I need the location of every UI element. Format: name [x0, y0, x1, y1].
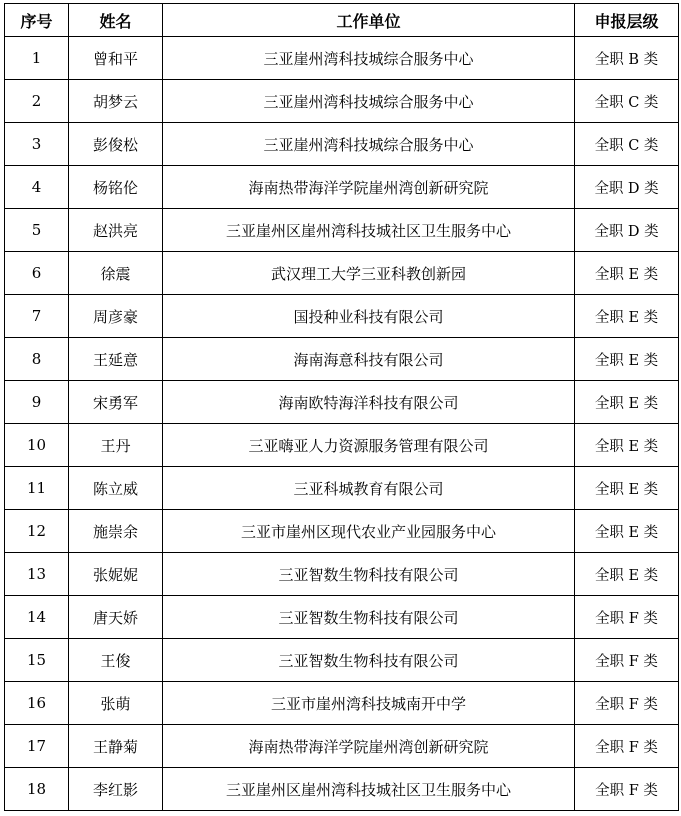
- table-row: [5, 338, 679, 381]
- cell-name: 赵洪亮: [69, 209, 163, 252]
- table-row: [5, 424, 679, 467]
- header-number: 序号: [5, 4, 69, 37]
- cell-number: 3: [5, 123, 69, 166]
- table-row: [5, 123, 679, 166]
- cell-level: 全职 F 类: [575, 682, 679, 725]
- table-row: [5, 639, 679, 682]
- table-body: [5, 37, 679, 811]
- cell-level: 全职 F 类: [575, 639, 679, 682]
- cell-work-unit: 三亚智数生物科技有限公司: [163, 596, 575, 639]
- cell-work-unit: 海南海意科技有限公司: [163, 338, 575, 381]
- cell-name: 徐震: [69, 252, 163, 295]
- cell-number: 2: [5, 80, 69, 123]
- cell-name: 张萌: [69, 682, 163, 725]
- cell-level: 全职 E 类: [575, 467, 679, 510]
- cell-work-unit: 三亚智数生物科技有限公司: [163, 553, 575, 596]
- cell-work-unit: 武汉理工大学三亚科教创新园: [163, 252, 575, 295]
- cell-level: 全职 E 类: [575, 424, 679, 467]
- cell-number: 14: [5, 596, 69, 639]
- cell-level: 全职 E 类: [575, 252, 679, 295]
- cell-name: 施崇余: [69, 510, 163, 553]
- cell-work-unit: 海南欧特海洋科技有限公司: [163, 381, 575, 424]
- cell-number: 17: [5, 725, 69, 768]
- cell-level: 全职 D 类: [575, 166, 679, 209]
- cell-level: 全职 F 类: [575, 768, 679, 811]
- cell-level: 全职 F 类: [575, 596, 679, 639]
- table-row: [5, 381, 679, 424]
- cell-number: 13: [5, 553, 69, 596]
- table-row: [5, 553, 679, 596]
- cell-work-unit: 三亚崖州湾科技城综合服务中心: [163, 37, 575, 80]
- header-level: 申报层级: [575, 4, 679, 37]
- cell-work-unit: 三亚智数生物科技有限公司: [163, 639, 575, 682]
- cell-name: 胡梦云: [69, 80, 163, 123]
- header-work-unit: 工作单位: [163, 4, 575, 37]
- table-row: [5, 252, 679, 295]
- cell-number: 6: [5, 252, 69, 295]
- table-row: [5, 295, 679, 338]
- cell-name: 彭俊松: [69, 123, 163, 166]
- table-row: [5, 209, 679, 252]
- table-row: [5, 80, 679, 123]
- cell-name: 李红影: [69, 768, 163, 811]
- cell-work-unit: 国投种业科技有限公司: [163, 295, 575, 338]
- cell-level: 全职 D 类: [575, 209, 679, 252]
- header-name: 姓名: [69, 4, 163, 37]
- cell-work-unit: 三亚嗨亚人力资源服务管理有限公司: [163, 424, 575, 467]
- cell-work-unit: 海南热带海洋学院崖州湾创新研究院: [163, 166, 575, 209]
- cell-name: 周彦豪: [69, 295, 163, 338]
- table-row: [5, 37, 679, 80]
- table-row: [5, 166, 679, 209]
- cell-level: 全职 C 类: [575, 123, 679, 166]
- cell-level: 全职 E 类: [575, 510, 679, 553]
- cell-work-unit: 海南热带海洋学院崖州湾创新研究院: [163, 725, 575, 768]
- cell-level: 全职 B 类: [575, 37, 679, 80]
- cell-work-unit: 三亚市崖州区现代农业产业园服务中心: [163, 510, 575, 553]
- cell-name: 宋勇军: [69, 381, 163, 424]
- cell-name: 王静菊: [69, 725, 163, 768]
- cell-level: 全职 F 类: [575, 725, 679, 768]
- cell-number: 11: [5, 467, 69, 510]
- cell-name: 杨铭伦: [69, 166, 163, 209]
- cell-work-unit: 三亚市崖州湾科技城南开中学: [163, 682, 575, 725]
- header-row: [5, 4, 679, 37]
- cell-number: 10: [5, 424, 69, 467]
- cell-name: 唐天娇: [69, 596, 163, 639]
- table-row: [5, 682, 679, 725]
- cell-number: 8: [5, 338, 69, 381]
- cell-level: 全职 C 类: [575, 80, 679, 123]
- cell-work-unit: 三亚崖州湾科技城综合服务中心: [163, 123, 575, 166]
- cell-name: 张妮妮: [69, 553, 163, 596]
- cell-name: 王延意: [69, 338, 163, 381]
- cell-number: 9: [5, 381, 69, 424]
- cell-number: 18: [5, 768, 69, 811]
- cell-work-unit: 三亚崖州区崖州湾科技城社区卫生服务中心: [163, 209, 575, 252]
- cell-work-unit: 三亚科城教育有限公司: [163, 467, 575, 510]
- cell-work-unit: 三亚崖州区崖州湾科技城社区卫生服务中心: [163, 768, 575, 811]
- talent-roster-table: [4, 3, 679, 811]
- cell-name: 陈立威: [69, 467, 163, 510]
- cell-number: 16: [5, 682, 69, 725]
- cell-number: 15: [5, 639, 69, 682]
- cell-work-unit: 三亚崖州湾科技城综合服务中心: [163, 80, 575, 123]
- table-row: [5, 596, 679, 639]
- cell-name: 王俊: [69, 639, 163, 682]
- cell-level: 全职 E 类: [575, 338, 679, 381]
- cell-level: 全职 E 类: [575, 381, 679, 424]
- cell-name: 曾和平: [69, 37, 163, 80]
- table-row: [5, 725, 679, 768]
- cell-number: 1: [5, 37, 69, 80]
- cell-number: 4: [5, 166, 69, 209]
- cell-level: 全职 E 类: [575, 553, 679, 596]
- cell-number: 7: [5, 295, 69, 338]
- table-row: [5, 467, 679, 510]
- cell-level: 全职 E 类: [575, 295, 679, 338]
- table-row: [5, 510, 679, 553]
- table-row: [5, 768, 679, 811]
- cell-number: 12: [5, 510, 69, 553]
- cell-number: 5: [5, 209, 69, 252]
- cell-name: 王丹: [69, 424, 163, 467]
